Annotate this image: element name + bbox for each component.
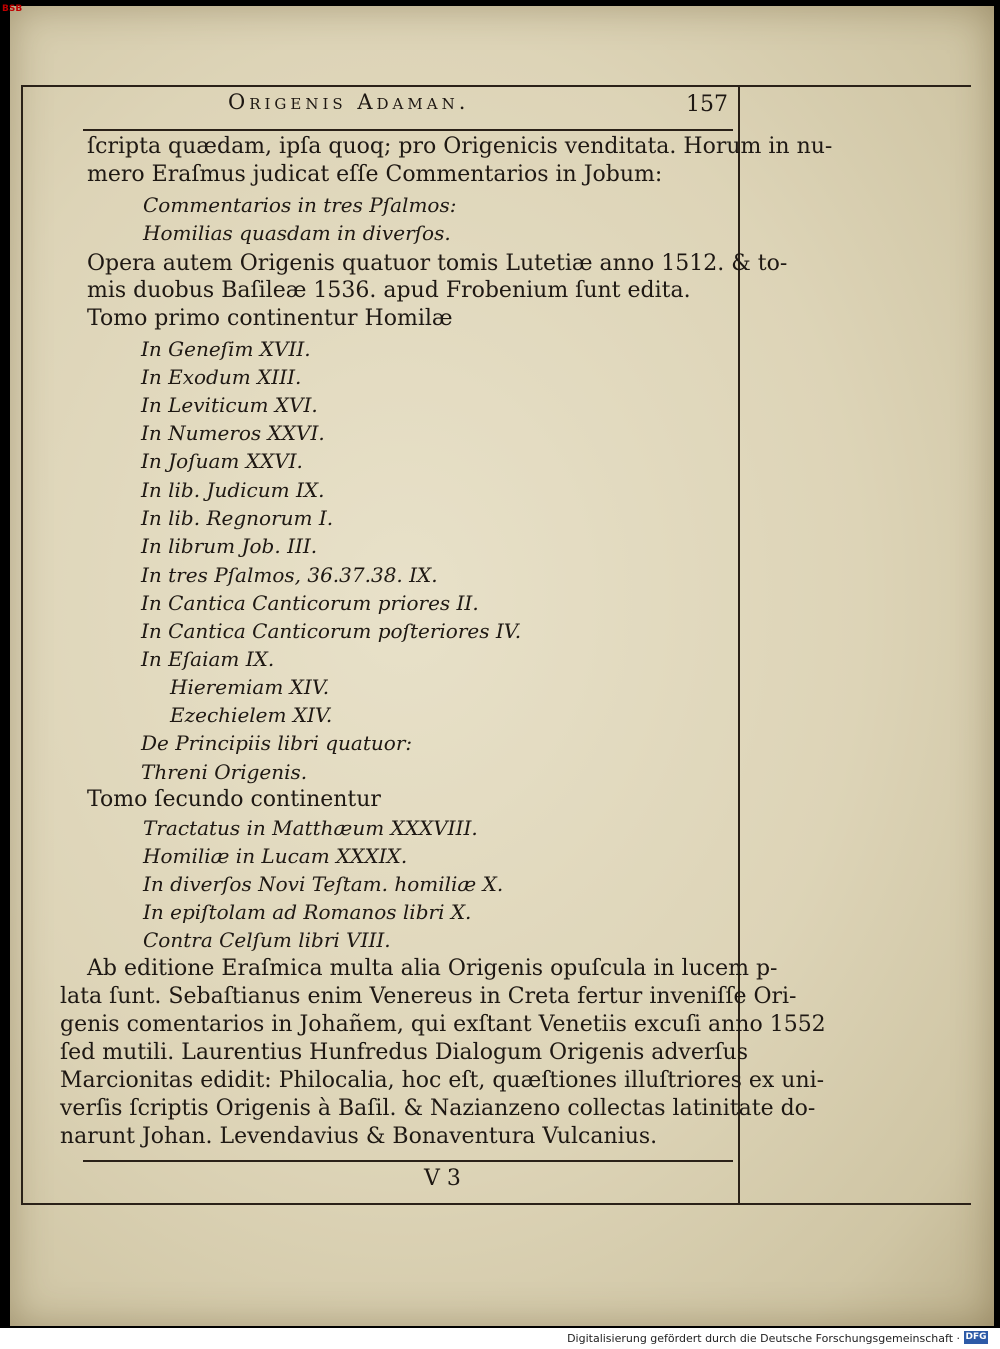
text-line: In Eſaiam IX. bbox=[141, 647, 275, 671]
text-line: In Numeros XXVI. bbox=[141, 421, 325, 445]
text-line: Hieremiam XIV. bbox=[170, 675, 330, 699]
dfg-logo: DFG bbox=[965, 1332, 987, 1342]
footer-credit: Digitalisierung gefördert durch die Deutsche Forschungsgemeinschaft · bbox=[567, 1332, 960, 1345]
header-rule bbox=[83, 129, 733, 131]
library-stamp: BSB bbox=[2, 4, 23, 14]
text-line: Threni Origenis. bbox=[141, 760, 308, 784]
text-line: In diverſos Novi Teſtam. homiliæ X. bbox=[143, 872, 504, 896]
text-line: Tractatus in Matthæum XXXVIII. bbox=[143, 816, 478, 840]
text-line: De Principiis libri quatuor: bbox=[141, 731, 413, 755]
text-line: Tomo primo continentur Homilæ bbox=[87, 306, 453, 331]
text-line: Homiliæ in Lucam XXXIX. bbox=[143, 844, 408, 868]
signature-mark: V 3 bbox=[424, 1166, 461, 1191]
frame-left-rule bbox=[21, 85, 23, 1205]
text-line: genis comentarios in Johañem, qui exſtant Venetiis excuſi anno 1552 bbox=[60, 1012, 826, 1037]
text-line: In Leviticum XVI. bbox=[141, 393, 318, 417]
text-line: In Cantica Canticorum priores II. bbox=[141, 591, 479, 615]
text-line: Tomo ſecundo continentur bbox=[87, 787, 381, 812]
text-line: ſed mutili. Laurentius Hunfredus Dialogum Origenis adverſus bbox=[60, 1040, 748, 1065]
text-line: In epiſtolam ad Romanos libri X. bbox=[143, 900, 472, 924]
text-line: Homilias quasdam in diverſos. bbox=[143, 221, 451, 245]
text-line: lata ſunt. Sebaſtianus enim Venereus in Creta fertur inveniſſe Ori- bbox=[60, 984, 797, 1009]
text-line: narunt Johan. Levendavius & Bonaventura Vulcanius. bbox=[60, 1124, 658, 1149]
text-line: In lib. Regnorum I. bbox=[141, 506, 334, 530]
text-line: mero Eraſmus judicat eſſe Commentarios in Jobum: bbox=[87, 162, 663, 187]
frame-bottom-rule bbox=[21, 1203, 971, 1205]
page-number: 157 bbox=[686, 92, 728, 117]
text-line: Ab editione Eraſmica multa alia Origenis opuſcula in lucem p- bbox=[87, 956, 778, 981]
text-line: Contra Celſum libri VIII. bbox=[143, 928, 391, 952]
text-line: Opera autem Origenis quatuor tomis Lutetiæ anno 1512. & to- bbox=[87, 251, 788, 276]
text-line: In Cantica Canticorum poſteriores IV. bbox=[141, 619, 522, 643]
text-line: ſcripta quædam, ipſa quoq; pro Origenicis venditata. Horum in nu- bbox=[87, 134, 833, 159]
footer-rule bbox=[83, 1160, 733, 1162]
text-line: Commentarios in tres Pſalmos: bbox=[143, 193, 457, 217]
running-title: Origenis Adaman. bbox=[228, 90, 470, 114]
text-line: Marcionitas edidit: Philocalia, hoc eſt, quæſtiones illuſtriores ex uni- bbox=[60, 1068, 825, 1093]
text-line: mis duobus Baſileæ 1536. apud Frobenium ſunt edita. bbox=[87, 278, 691, 303]
text-line: In librum Job. III. bbox=[141, 534, 318, 558]
frame-top-rule bbox=[21, 85, 971, 87]
text-line: In lib. Judicum IX. bbox=[141, 478, 325, 502]
text-line: Ezechielem XIV. bbox=[170, 703, 333, 727]
text-line: In Joſuam XXVI. bbox=[141, 449, 303, 473]
text-line: verſis ſcriptis Origenis à Baſil. & Nazianzeno collectas latinitate do- bbox=[60, 1096, 816, 1121]
text-line: In tres Pſalmos, 36.37.38. IX. bbox=[141, 563, 438, 587]
text-line: In Exodum XIII. bbox=[141, 365, 302, 389]
text-line: In Geneſim XVII. bbox=[141, 337, 311, 361]
